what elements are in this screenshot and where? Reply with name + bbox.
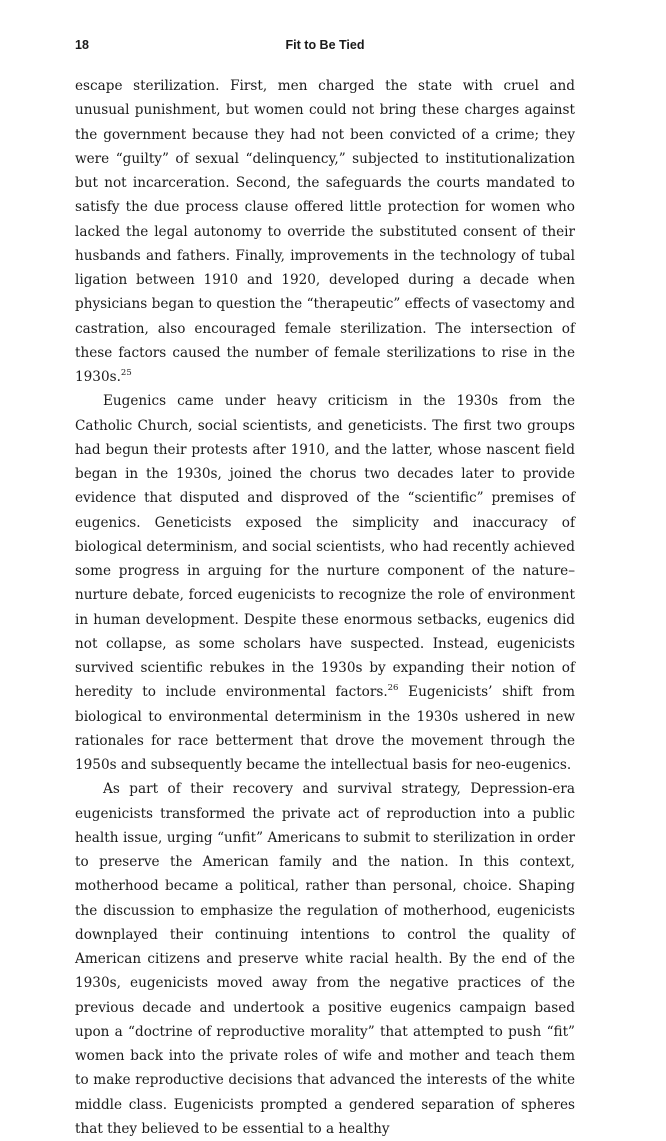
- running-head: Fit to Be Tied: [285, 38, 365, 52]
- paragraph-2: [75, 389, 575, 777]
- paragraph-1: [75, 74, 575, 389]
- footnote-marker-26[interactable]: 26: [387, 683, 399, 694]
- page-number: 18: [75, 38, 89, 52]
- paragraph-2-text: Eugenics came under heavy criticism in the 1930s from the Catholic Church, social scientists, and geneticists. The first two groups had begun their protests after 1910, and the latter, whose nascent field began in the 1930s, joined the chorus two decades later to provide evidence that disputed and disproved of the “scientific” premises of eugenics. Geneticists exposed the simplicity and inaccuracy of biological determinism, and social scientists, who had recently achieved some progress in arguing for the nurture component of the nature–nurture debate, forced eugenicists to recognize the role of environment in human development. Despite these enormous setbacks, eugenics did not collapse, as some scholars have suspected. Instead, eugenicists survived scientific rebukes in the 1930s by expanding their notion of heredity to include environmental factors.: [75, 393, 575, 701]
- paragraph-2-text-continued: Eugenicists’ shift from biological to environmental determinism in the 1930s ushered in new rationales for race betterment that drove the movement through the 1950s and subsequently became the intellectual basis for neo-eugenics.: [75, 684, 575, 773]
- body-text: [75, 74, 575, 1141]
- page-header: [75, 38, 575, 56]
- paragraph-1-text: escape sterilization. First, men charged the state with cruel and unusual punishment, but women could not bring these charges against the government because they had not been convicted of a crime; they were “guilty” of sexual “delinquency,” subjected to institutionalization but not incarceration. Second, the safeguards the courts mandated to satisfy the due process clause offered little protection for women who lacked the legal autonomy to override the substituted consent of their husbands and fathers. Finally, improvements in the technology of tubal ligation between 1910 and 1920, developed during a decade when physicians began to question the “therapeutic” effects of vasectomy and castration, also encouraged female sterilization. The intersection of these factors caused the number of female sterilizations to rise in the 1930s.: [75, 78, 575, 385]
- paragraph-3: [75, 777, 575, 1141]
- footnote-marker-25[interactable]: 25: [120, 368, 132, 378]
- paragraph-3-text: As part of their recovery and survival strategy, Depression-era eugenicists transformed the private act of reproduction into a public health issue, urging “unfit” Americans to submit to sterilization in order to preserve the American family and the nation. In this context, motherhood became a political, rather than personal, choice. Shaping the discussion to emphasize the regulation of motherhood, eugenicists downplayed their continuing intentions to control the quality of American citizens and preserve white racial health. By the end of the 1930s, eugenicists moved away from the negative practices of the previous decade and undertook a positive eugenics campaign based upon a “doctrine of reproductive morality” that attempted to push “fit” women back into the private roles of wife and mother and teach them to make reproductive decisions that advanced the interests of the white middle class. Eugenicists prompted a gendered separation of spheres that they believed to be essential to a healthy: [75, 781, 575, 1137]
